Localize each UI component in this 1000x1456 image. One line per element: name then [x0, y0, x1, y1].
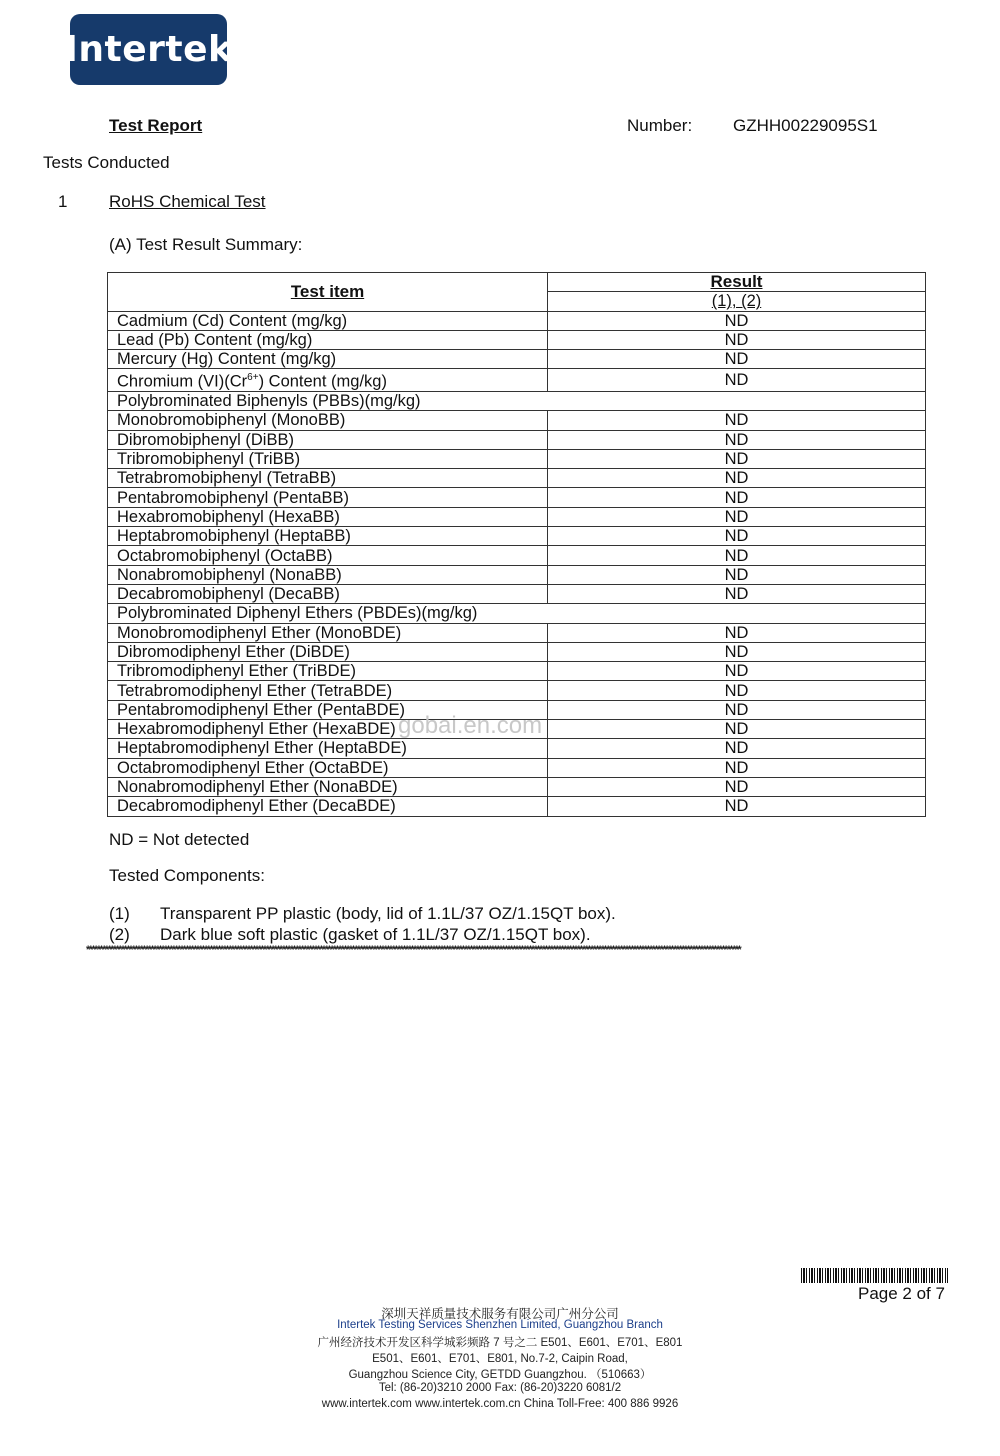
- test-item-text: ) Content (mg/kg): [258, 372, 387, 391]
- table-row: [108, 739, 926, 758]
- result-cell: ND: [548, 623, 926, 642]
- table-row: [108, 681, 926, 700]
- test-item-cell: Heptabromobiphenyl (HeptaBB): [108, 527, 548, 546]
- table-header-row: [108, 273, 926, 292]
- table-row: [108, 758, 926, 777]
- result-cell: ND: [548, 350, 926, 369]
- test-item-cell: Lead (Pb) Content (mg/kg): [108, 330, 548, 349]
- result-cell: ND: [548, 662, 926, 681]
- result-cell: ND: [548, 642, 926, 661]
- result-cell: ND: [548, 777, 926, 796]
- footer-contact: Tel: (86-20)3210 2000 Fax: (86-20)3220 6081/2: [378, 1382, 622, 1394]
- test-item-cell: Cadmium (Cd) Content (mg/kg): [108, 311, 548, 330]
- test-item-text: Chromium (VI)(Cr: [117, 372, 248, 391]
- footer-company-chinese: 深圳天祥质量技术服务有限公司广州分公司: [381, 1307, 619, 1321]
- result-cell: ND: [548, 584, 926, 603]
- summary-label: (A) Test Result Summary:: [109, 235, 303, 254]
- table-group-row: [108, 391, 926, 410]
- result-cell: ND: [548, 411, 926, 430]
- test-item-cell: Decabromodiphenyl Ether (DecaBDE): [108, 797, 548, 816]
- result-cell: ND: [548, 700, 926, 719]
- test-item-cell: Octabromobiphenyl (OctaBB): [108, 546, 548, 565]
- barcode: [801, 1268, 948, 1283]
- table-row: [108, 662, 926, 681]
- table-row: [108, 350, 926, 369]
- table-row: [108, 311, 926, 330]
- table-row: [108, 330, 926, 349]
- section-item-number: 1: [58, 192, 68, 211]
- test-item-cell: Monobromobiphenyl (MonoBB): [108, 411, 548, 430]
- result-cell: ND: [548, 527, 926, 546]
- test-item-cell: Nonabromodiphenyl Ether (NonaBDE): [108, 777, 548, 796]
- superscript: 6+: [247, 372, 259, 384]
- tested-components-label: Tested Components:: [109, 866, 265, 885]
- table-row: [108, 642, 926, 661]
- test-item-cell: Heptabromodiphenyl Ether (HeptaBDE): [108, 739, 548, 758]
- table-row: [108, 584, 926, 603]
- result-cell: ND: [548, 797, 926, 816]
- test-item-cell: Hexabromodiphenyl Ether (HexaBDE): [108, 720, 548, 739]
- test-item-cell: Nonabromobiphenyl (NonaBB): [108, 565, 548, 584]
- watermark: gobai.en.com: [398, 712, 543, 739]
- result-cell: ND: [548, 430, 926, 449]
- result-cell: ND: [548, 565, 926, 584]
- column-header-result: Result: [548, 273, 926, 292]
- footer-websites: www.intertek.com www.intertek.com.cn China Toll-Free: 400 886 9926: [321, 1398, 679, 1410]
- section-heading: Tests Conducted: [43, 153, 170, 172]
- result-cell: ND: [548, 681, 926, 700]
- report-number: GZHH00229095S1: [733, 116, 878, 135]
- table-row: [108, 797, 926, 816]
- result-cell: ND: [548, 330, 926, 349]
- test-item-cell: Dibromodiphenyl Ether (DiBDE): [108, 642, 548, 661]
- footer-address-line: E501、E601、E701、E801, No.7-2, Caipin Road,: [372, 1353, 628, 1365]
- test-item-cell: Tetrabromodiphenyl Ether (TetraBDE): [108, 681, 548, 700]
- table-row: [108, 527, 926, 546]
- table-row: [108, 507, 926, 526]
- table-row: [108, 777, 926, 796]
- result-cell: ND: [548, 546, 926, 565]
- test-item-cell: Hexabromobiphenyl (HexaBB): [108, 507, 548, 526]
- section-item-title: RoHS Chemical Test: [109, 192, 266, 211]
- test-item-cell: Tribromodiphenyl Ether (TriBDE): [108, 662, 548, 681]
- table-row: [108, 623, 926, 642]
- result-cell: ND: [548, 488, 926, 507]
- result-cell: ND: [548, 469, 926, 488]
- result-cell: ND: [548, 720, 926, 739]
- result-cell: ND: [548, 758, 926, 777]
- test-item-cell: Pentabromodiphenyl Ether (PentaBDE): [108, 700, 548, 719]
- footer-company-english: Intertek Testing Services Shenzhen Limited, Guangzhou Branch: [337, 1319, 663, 1331]
- test-item-cell: Tribromobiphenyl (TriBB): [108, 449, 548, 468]
- component-description: Transparent PP plastic (body, lid of 1.1L/37 OZ/1.15QT box).: [160, 904, 616, 923]
- table-row: [108, 546, 926, 565]
- separator-line: ****************************************************************************************************************************************************************************************************************************************************: [86, 944, 741, 956]
- number-label: Number:: [627, 116, 693, 135]
- table-group-row: [108, 604, 926, 623]
- test-item-cell: Monobromodiphenyl Ether (MonoBDE): [108, 623, 548, 642]
- result-cell: ND: [548, 739, 926, 758]
- group-heading: Polybrominated Biphenyls (PBBs)(mg/kg): [108, 391, 926, 410]
- intertek-logo: Intertek: [70, 14, 227, 85]
- report-title: Test Report: [109, 116, 203, 135]
- test-item-cell: Mercury (Hg) Content (mg/kg): [108, 350, 548, 369]
- test-item-cell: Octabromodiphenyl Ether (OctaBDE): [108, 758, 548, 777]
- footer-address-city: Guangzhou Science City, GETDD Guangzhou. （510663）: [348, 1369, 652, 1381]
- result-cell: ND: [548, 369, 926, 392]
- result-cell: ND: [548, 311, 926, 330]
- table-row: [108, 411, 926, 430]
- table-row: [108, 430, 926, 449]
- nd-legend: ND = Not detected: [109, 830, 250, 849]
- table-row: [108, 449, 926, 468]
- footer-address-chinese: 广州经济技术开发区科学城彩频路 7 号之二 E501、E601、E701、E801: [317, 1337, 683, 1349]
- component-description: Dark blue soft plastic (gasket of 1.1L/37 OZ/1.15QT box).: [160, 925, 591, 944]
- table-row: [108, 565, 926, 584]
- table-row: [108, 369, 926, 392]
- component-number: (2): [109, 925, 130, 944]
- page-indicator: Page 2 of 7: [858, 1284, 945, 1303]
- column-header-result-samples: (1), (2): [548, 292, 926, 311]
- test-item-cell: Dibromobiphenyl (DiBB): [108, 430, 548, 449]
- table-row: [108, 488, 926, 507]
- table-row: [108, 469, 926, 488]
- test-item-cell: Decabromobiphenyl (DecaBB): [108, 584, 548, 603]
- column-header-test-item: Test item: [108, 273, 548, 312]
- result-cell: ND: [548, 507, 926, 526]
- test-item-cell: Pentabromobiphenyl (PentaBB): [108, 488, 548, 507]
- group-heading: Polybrominated Diphenyl Ethers (PBDEs)(mg/kg): [108, 604, 926, 623]
- component-number: (1): [109, 904, 130, 923]
- result-cell: ND: [548, 449, 926, 468]
- test-item-cell: [108, 369, 548, 392]
- test-item-cell: Tetrabromobiphenyl (TetraBB): [108, 469, 548, 488]
